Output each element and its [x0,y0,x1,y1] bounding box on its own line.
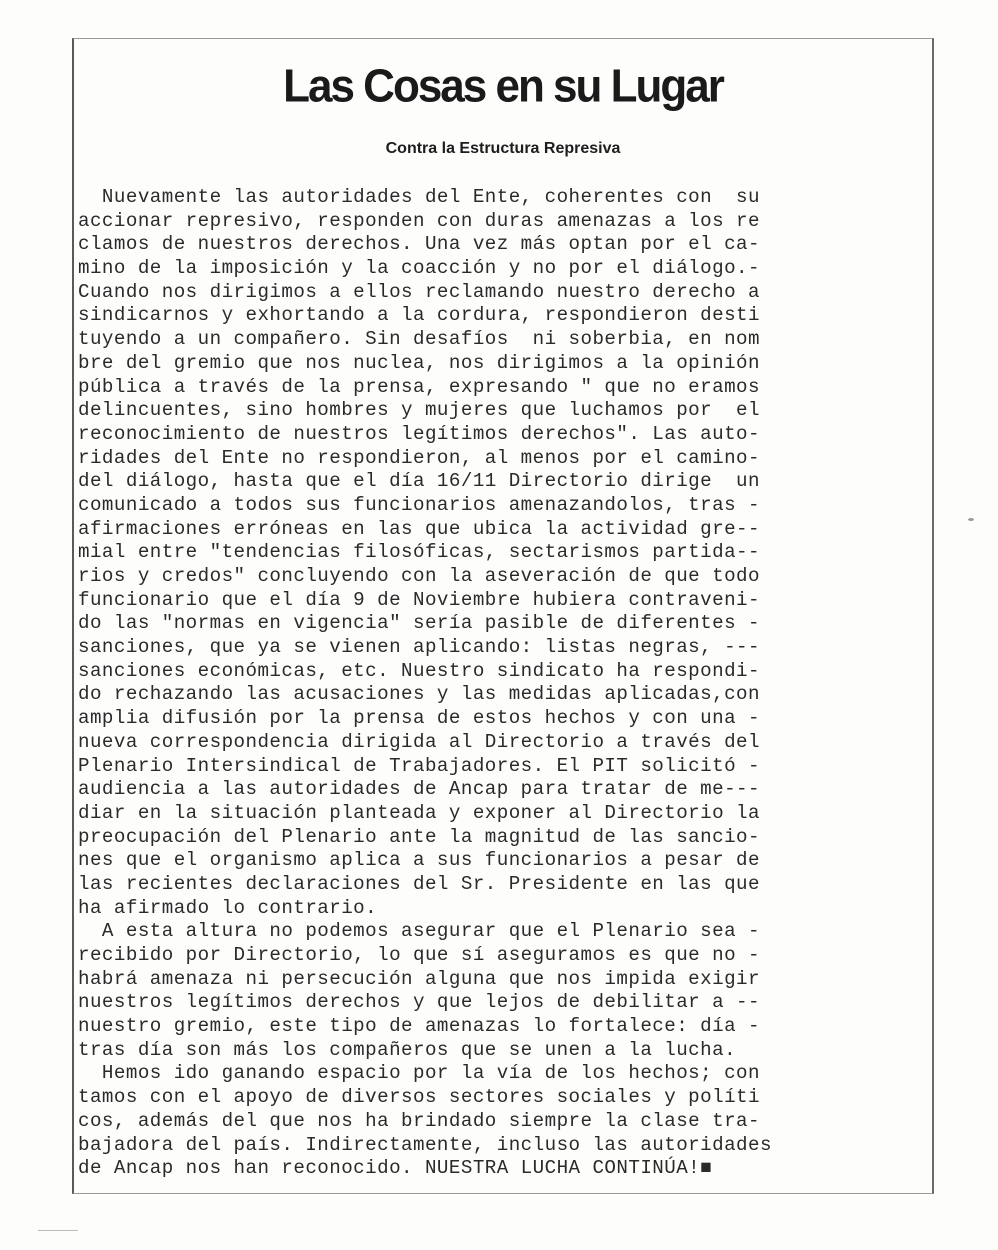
article-line: nes que el organismo aplica a sus funcionarios a pesar de [78,849,760,872]
article-line: nuestros legítimos derechos y que lejos de debilitar a -- [78,991,760,1014]
article-line: ha afirmado lo contrario. [78,896,378,919]
article-line: nueva correspondencia dirigida al Directorio a través del [78,730,760,753]
article-line: del diálogo, hasta que el día 16/11 Directorio dirige un [78,470,760,493]
article-line: tamos con el apoyo de diversos sectores sociales y políti [78,1086,760,1109]
article-line: cos, además del que nos ha brindado siempre la clase tra- [78,1109,760,1132]
article-line: afirmaciones erróneas en las que ubica la actividad gre-- [78,517,760,540]
article-line: Cuando nos dirigimos a ellos reclamando nuestro derecho a [78,280,760,303]
article-line: A esta altura no podemos asegurar que el Plenario sea - [78,920,760,943]
article-line: recibido por Directorio, lo que sí aseguramos es que no - [78,944,760,966]
article-line: funcionario que el día 9 de Noviembre hubiera contraveni- [78,588,760,611]
article-line: clamos de nuestros derechos. Una vez más optan por el ca- [78,233,760,256]
article-line: delincuentes, sino hombres y mujeres que luchamos por el [78,399,760,422]
article-line: Hemos ido ganando espacio por la vía de los hechos; con [78,1062,760,1085]
article-line: nuestro gremio, este tipo de amenazas lo fortalece: día - [78,1015,760,1038]
article-title: Las Cosas en su Lugar [283,60,723,113]
article-line: audiencia a las autoridades de Ancap para tratar de me--- [78,778,760,801]
article-line: preocupación del Plenario ante la magnitud de las sancio- [78,825,760,848]
article-line: tuyendo a un compañero. Sin desafíos ni soberbia, en nom [78,328,760,351]
article-line: sanciones económicas, etc. Nuestro sindicato ha respondi- [78,659,760,682]
article-line: diar en la situación planteada y exponer al Directorio la [78,801,760,824]
article-line: sanciones, que ya se vienen aplicando: listas negras, --- [78,636,760,659]
article-line: mial entre "tendencias filosóficas, sectarismos partida-- [78,541,760,564]
article-line: amplia difusión por la prensa de estos hechos y con una - [78,707,760,730]
article-body [78,186,928,1181]
article-line: de Ancap nos han reconocido. NUESTRA LUCHA CONTINÚA!■ [78,1157,713,1180]
scan-speck [968,518,974,521]
article-line: reconocimiento de nuestros legítimos derechos". Las auto- [78,422,760,445]
article-line: accionar represivo, responden con duras amenazas a los re [78,209,760,232]
article-line: comunicado a todos sus funcionarios amenazandolos, tras - [78,493,760,516]
article-subtitle: Contra la Estructura Represiva [385,140,621,157]
article-line: sindicarnos y exhortando a la cordura, respondieron desti [78,304,760,327]
article-line: Nuevamente las autoridades del Ente, coherentes con su [78,186,760,208]
article-line: do rechazando las acusaciones y las medidas aplicadas,con [78,683,760,706]
article-line: tras día son más los compañeros que se unen a la lucha. [78,1038,737,1061]
article-line: do las "normas en vigencia" sería pasible de diferentes - [78,612,760,635]
article-line: bre del gremio que nos nuclea, nos dirigimos a la opinión [78,351,760,374]
article-line: pública a través de la prensa, expresando " que no eramos [78,375,760,398]
article-line: ridades del Ente no respondieron, al menos por el camino- [78,446,760,469]
article-line: Plenario Intersindical de Trabajadores. El PIT solicitó - [78,754,760,777]
scan-speck [38,1230,78,1231]
article-line: bajadora del país. Indirectamente, incluso las autoridades [78,1133,772,1156]
article-line: las recientes declaraciones del Sr. Presidente en las que [78,872,760,895]
article-line: mino de la imposición y la coacción y no por el diálogo.- [78,257,760,280]
article-line: rios y credos" concluyendo con la aseveración de que todo [78,565,760,587]
article-line: habrá amenaza ni persecución alguna que nos impida exigir [78,967,760,990]
